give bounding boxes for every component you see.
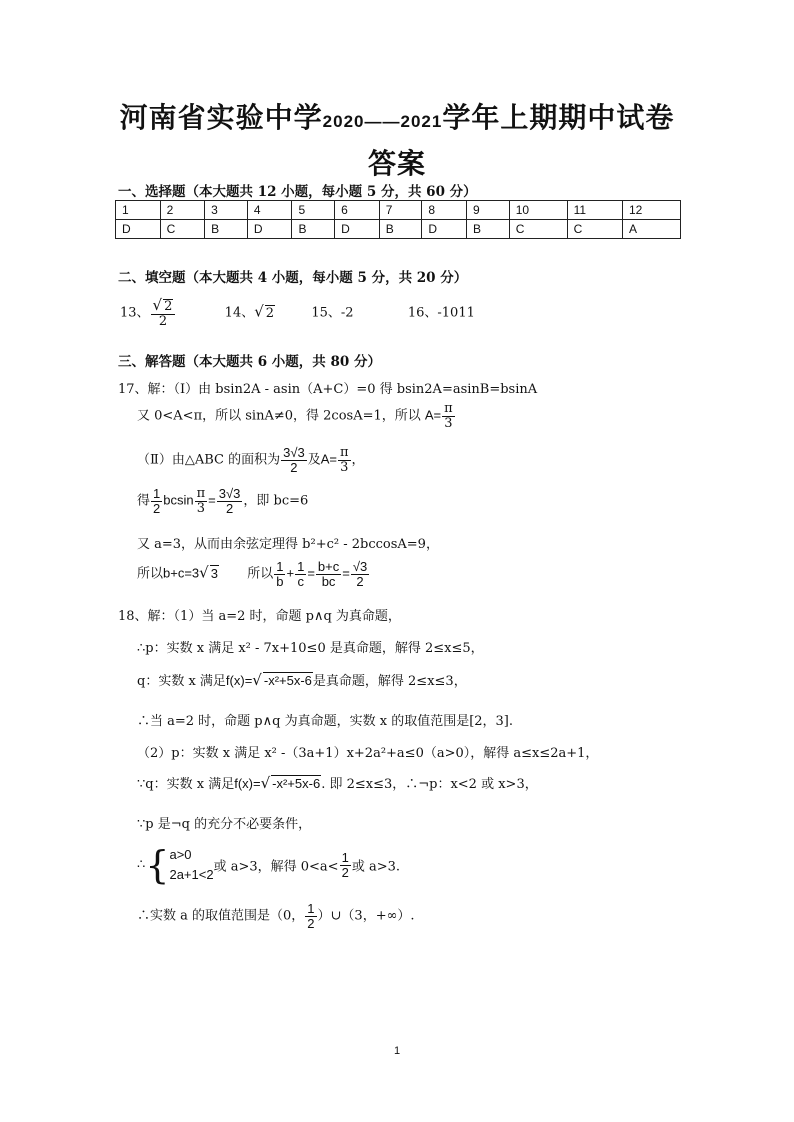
q17-line3: （Ⅱ）由△ABC 的面积为 $\frac{3√3}{2}$ 及A= $\frac{\pi}{3}$ ，	[137, 445, 365, 475]
q14-label: 14、	[224, 305, 255, 321]
question-number-cell: 7	[379, 201, 422, 220]
question-number-cell: 12	[622, 201, 680, 220]
q17-line1: 17、解：（Ⅰ）由 bsin2A - asin（A+C）=0 得 bsin2A=asinB=bsinA	[118, 382, 538, 397]
q16-answer: 16、-1011	[407, 305, 475, 321]
question-number-cell: 3	[205, 201, 248, 220]
q13-label: 13、	[120, 305, 150, 321]
q13-fraction: $\frac{√ 2}{2}$	[151, 298, 176, 328]
q18-line7: ∵p 是¬q 的充分不必要条件，	[137, 817, 312, 832]
question-number-row	[116, 201, 681, 220]
answer-cell: C	[160, 220, 205, 239]
page-number: 1	[393, 1045, 401, 1057]
question-number-cell: 2	[160, 201, 205, 220]
question-number-cell: 10	[509, 201, 567, 220]
answer-cell: D	[335, 220, 380, 239]
question-number-cell: 9	[467, 201, 510, 220]
exam-title	[0, 96, 794, 136]
q17-line5: 又 a=3，从而由余弦定理得 b²+c² - 2bccosA=9，	[137, 537, 439, 552]
q18-line9: ∴实数 a 的取值范围是（0， $\frac{1}{2}$ ）∪（3，+∞）.	[137, 901, 415, 931]
question-number-cell: 8	[422, 201, 467, 220]
section3-heading: 三、解答题（本大题共 6 小题，共 80 分）	[118, 354, 381, 370]
q15-answer: 15、-2	[311, 305, 354, 321]
q18-line8: ∴{ a>0 2a+1<2 或 a>3，解得 0<a< $\frac{1}{2}$ 或 a>3.	[137, 843, 400, 888]
answer-cell: A	[622, 220, 680, 239]
question-number-cell: 4	[247, 201, 292, 220]
answer-cell: C	[567, 220, 622, 239]
title-years: 2020——2021	[322, 112, 443, 131]
answer-cell: D	[116, 220, 161, 239]
question-number-cell: 11	[567, 201, 622, 220]
exam-subtitle: 答案	[367, 147, 426, 180]
answer-cell: B	[467, 220, 510, 239]
q17-line4: 得 $\frac{1}{2}$ bcsin $\frac{\pi}{3}$ = $\frac{3√3}{2}$ ，即 bc=6	[137, 486, 309, 516]
answer-cell: D	[422, 220, 467, 239]
section2-heading: 二、填空题（本大题共 4 小题，每小题 5 分，共 20 分）	[118, 270, 468, 286]
q18-line5: （2）p：实数 x 满足 x² -（3a+1）x+2a²+a≤0（a>0），解得 a≤x≤2a+1，	[137, 746, 599, 761]
condition-system: a>0 2a+1<2	[169, 847, 214, 883]
answer-cell: B	[379, 220, 422, 239]
fill-in-answers: 13、 $\frac{√ 2}{2}$ 14、√ 2 15、-2 16、-1011	[120, 296, 475, 329]
q18-line4: ∴当 a=2 时，命题 p∧q 为真命题，实数 x 的取值范围是[2，3].	[137, 714, 514, 729]
answer-cell: D	[247, 220, 292, 239]
title-term: 学年上期期中试卷	[442, 101, 675, 134]
q18-line1: 18、解：（1）当 a=2 时，命题 p∧q 为真命题，	[118, 609, 401, 624]
question-number-cell: 1	[116, 201, 161, 220]
q17-line2: 又 0<A<π，所以 sinA≠0，得 2cosA=1，所以 A= $\frac{\pi}{3}$	[137, 401, 453, 431]
q14-radicand: 2	[265, 305, 275, 321]
q18-line2: ∴p：实数 x 满足 x² - 7x+10≤0 是真命题，解得 2≤x≤5，	[137, 641, 484, 656]
q18-line6: ∵q：实数 x 满足f(x)=√ -x²+5x-6. 即 2≤x≤3，∴¬p：x<2 或 x>3，	[137, 774, 538, 792]
question-number-cell: 6	[335, 201, 380, 220]
title-school: 河南省实验中学	[119, 101, 323, 134]
answer-table	[115, 200, 681, 239]
section1-heading: 一、选择题（本大题共 12 小题，每小题 5 分，共 60 分）	[118, 184, 477, 200]
question-number-cell: 5	[292, 201, 335, 220]
q18-line3: q：实数 x 满足f(x)=√ -x²+5x-6是真命题，解得 2≤x≤3，	[137, 671, 467, 689]
q17-line6: 所以b+c=3√ 3 所以 $\frac{1}{b}$ + $\frac{1}{c}$ = $\frac{b+c}{bc}$ = $\frac{√3}{2}$	[137, 559, 368, 589]
answer-cell: C	[509, 220, 567, 239]
answer-cell: B	[292, 220, 335, 239]
answer-row	[116, 220, 681, 239]
answer-cell: B	[205, 220, 248, 239]
